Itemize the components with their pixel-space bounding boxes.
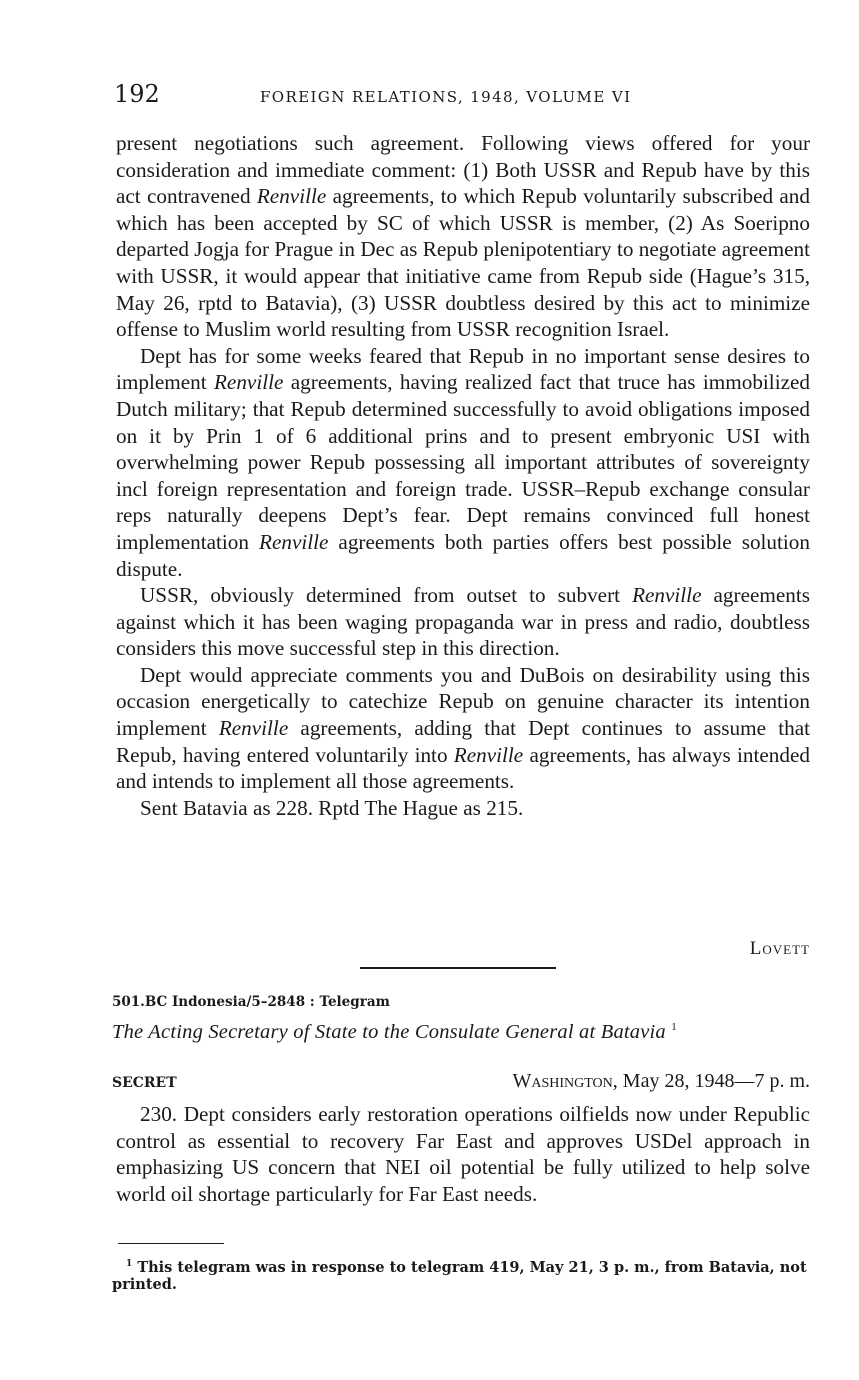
running-header bbox=[112, 80, 810, 110]
document-title bbox=[112, 1021, 810, 1044]
paragraph-4 bbox=[116, 662, 810, 795]
telegram-body bbox=[116, 130, 810, 821]
paragraph-4-text-c: agreements, has always intended and intends to implement all those agreements. bbox=[116, 742, 810, 794]
page-number: 192 bbox=[114, 80, 160, 108]
paragraph-2-text-b: agreements, having realized fact that truce has immobilized Dutch military; that Repub determined successfully to avoid obligations imposed on it by Prin 1 of 6 additional prins and to present embryonic USI with overwhelming power Repub possessing all important attributes of sovereignty incl foreign representation and foreign trade. USSR–Repub exchange consular reps naturally deepens Dept’s fear. Dept remains convinced full honest implementation bbox=[116, 370, 810, 554]
footnote bbox=[112, 1256, 810, 1294]
paragraph-2-text-a: Dept has for some weeks feared that Repub in no important sense desires to implement bbox=[116, 343, 810, 395]
paragraph-4-text-b: agreements, adding that Dept continues to assume that Repub, having entered voluntarily into bbox=[116, 716, 810, 767]
footnote-mark: 1 bbox=[126, 1259, 133, 1269]
document-title-text: The Acting Secretary of State to the Consulate General at Batavia bbox=[112, 1021, 666, 1043]
paragraph-2 bbox=[116, 343, 810, 582]
file-reference: 501.BC Indonesia/5–2848 : Telegram bbox=[112, 994, 390, 1010]
footnote-reference: 1 bbox=[671, 1021, 677, 1034]
section-divider bbox=[360, 967, 556, 969]
paragraph-3-text-a: USSR, obviously determined from outset to subvert bbox=[140, 583, 633, 608]
renville-italic: Renville bbox=[218, 716, 289, 741]
dateline-city: Washington bbox=[512, 1070, 613, 1092]
second-telegram-body bbox=[116, 1101, 810, 1207]
paragraph-4-text-a: Dept would appreciate comments you and DuBois on desirability using this occasion energetically to catechize Repub on genuine character its intention implement bbox=[116, 662, 810, 741]
paragraph-1-text-a: present negotiations such agreement. Following views offered for your consideration and immediate comment: (1) Both USSR and Repub have by this act contravened bbox=[116, 131, 810, 209]
paragraph-230: 230. Dept considers early restoration operations oilfields now under Republic control as essential to recovery Far East and approves USDel approach in emphasizing US concern that NEI oil potential be fully utilized to help solve world oil shortage particularly for Far East needs. bbox=[116, 1102, 810, 1206]
dateline-date: , May 28, 1948—7 p. m. bbox=[612, 1070, 810, 1092]
signature: Lovett bbox=[749, 938, 810, 959]
paragraph-3-text-b: agreements against which it has been waging propaganda war in press and radio, doubtless considers this move successful step in this direction. bbox=[116, 583, 810, 661]
paragraph-1 bbox=[116, 130, 810, 343]
renville-italic: Renville bbox=[256, 184, 327, 209]
running-title: FOREIGN RELATIONS, 1948, VOLUME VI bbox=[260, 88, 632, 106]
renville-italic: Renville bbox=[213, 370, 284, 395]
paragraph-5: Sent Batavia as 228. Rptd The Hague as 215. bbox=[140, 795, 524, 820]
footnote-text: This telegram was in response to telegram 419, May 21, 3 p. m., from Batavia, not printed. bbox=[112, 1258, 807, 1294]
paragraph-3 bbox=[116, 582, 810, 662]
renville-italic: Renville bbox=[453, 742, 524, 767]
renville-italic: Renville bbox=[259, 529, 329, 554]
classification-label: SECRET bbox=[112, 1075, 177, 1091]
paragraph-1-text-b: agreements, to which Repub voluntarily subscribed and which has been accepted by SC of which USSR is member, (2) As Soeripno departed Jogja for Prague in Dec as Repub plenipotentiary to negotiate agreement with USSR, it would appear that initiative came from Repub side (Hague’s 315, May 26, rptd to Batavia), (3) USSR doubtless desired by this act to minimize offense to Muslim world resulting from USSR recognition Israel. bbox=[116, 184, 810, 342]
paragraph-2-text-c: agreements both parties offers best possible solution dispute. bbox=[116, 529, 810, 581]
renville-italic: Renville bbox=[632, 583, 702, 608]
dateline bbox=[512, 1070, 810, 1093]
footnote-rule bbox=[118, 1243, 224, 1244]
